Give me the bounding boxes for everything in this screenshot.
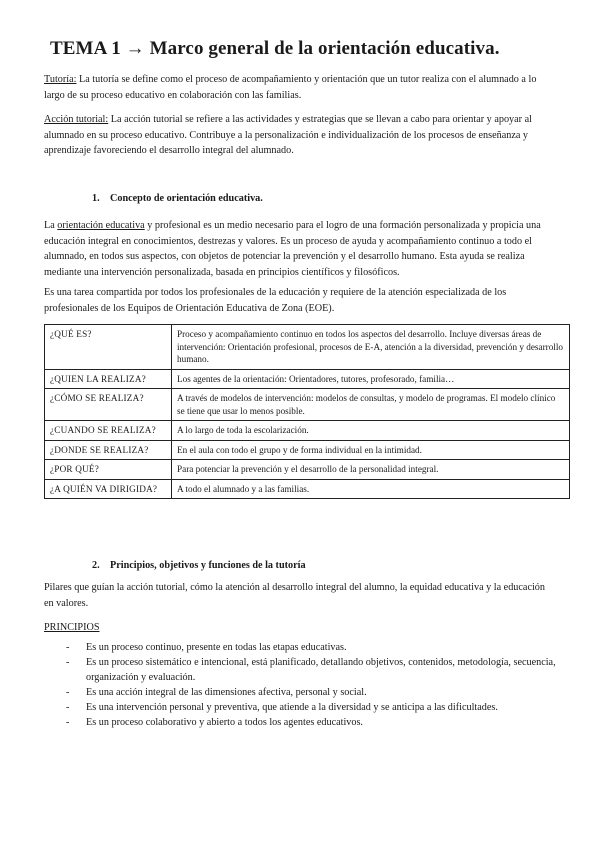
list-item xyxy=(44,685,564,700)
table-question: ¿QUIEN LA REALIZA? xyxy=(45,369,172,389)
pilares-paragraph: Pilares que guían la acción tutorial, cómo la atención al desarrollo integral del alumno, la equidad educativa y la educación en valores. xyxy=(44,582,545,609)
concept-pre: La xyxy=(44,220,58,231)
principios-heading: PRINCIPIOS xyxy=(44,622,100,633)
section-2-title: Principios, objetivos y funciones de la tutoría xyxy=(110,560,306,571)
table-answer: Los agentes de la orientación: Orientadores, tutores, profesorado, familia… xyxy=(172,369,570,389)
shared-paragraph: Es una tarea compartida por todos los profesionales de la educación y requiere de la atención especializada de los profesionales de los Equipos de Orientación Educativa de Zona (EOE). xyxy=(44,287,507,314)
list-dash: - xyxy=(66,657,70,668)
table-answer: En el aula con todo el grupo y de forma individual en la intimidad. xyxy=(172,440,570,460)
table-row xyxy=(45,440,570,460)
list-dash: - xyxy=(66,717,70,728)
concept-term: orientación educativa xyxy=(57,220,145,231)
table-question: ¿A QUIÉN VA DIRIGIDA? xyxy=(45,479,172,499)
list-item xyxy=(44,640,564,655)
accion-text: La acción tutorial se refiere a las actividades y estrategias que se llevan a cabo para orientar y apoyar al alumnado en su proceso educativo. Contribuye a la personalización e individualización de los procesos de enseñanza y aprendizaje favoreciendo el desarrollo integral del alumnado. xyxy=(44,114,532,156)
section-2-number: 2. xyxy=(92,560,100,571)
list-item xyxy=(44,700,564,715)
list-dash: - xyxy=(66,687,70,698)
list-item-text: Es un proceso colaborativo y abierto a todos los agentes educativos. xyxy=(86,717,363,728)
list-item-text: Es un proceso sistemático e intencional, está planificado, detallando objetivos, contenidos, metodología, secuencia, organización y evaluación. xyxy=(86,657,556,683)
table-question: ¿POR QUÉ? xyxy=(45,460,172,480)
table-answer: A lo largo de toda la escolarización. xyxy=(172,421,570,441)
list-item-text: Es un proceso continuo, presente en todas las etapas educativas. xyxy=(86,642,347,653)
section-1-heading xyxy=(92,193,263,204)
section-2-heading xyxy=(92,560,306,571)
concept-text: y profesional es un medio necesario para el logro de una formación personalizada y propicia una educación integral en conocimientos, destrezas y valores. Es un proceso de ayuda y acompañamiento continuo a todo el alumnado, en todos sus aspectos, con objetos de potenciar la prevención y el desarrollo humano. Esta ayuda se realiza mediante una intervención personalizada, basada en principios científicos y filosóficos. xyxy=(44,220,541,278)
concept-table xyxy=(44,324,570,499)
table-row xyxy=(45,421,570,441)
page-title: TEMA 1 → Marco general de la orientación educativa. xyxy=(50,38,500,59)
list-dash: - xyxy=(66,642,70,653)
table-row xyxy=(45,389,570,421)
principios-list xyxy=(44,640,564,730)
table-answer: A todo el alumnado y a las familias. xyxy=(172,479,570,499)
table-question: ¿DONDE SE REALIZA? xyxy=(45,440,172,460)
tutoria-term: Tutoría: xyxy=(44,74,77,85)
tutoria-paragraph xyxy=(44,72,556,103)
table-answer: Proceso y acompañamiento continuo en todos los aspectos del desarrollo. Incluye diversas áreas de intervención: Orientación profesional, procesos de E-A, atención a la diversidad, prevención y desarrollo humano. xyxy=(172,325,570,370)
table-row xyxy=(45,460,570,480)
table-question: ¿CÓMO SE REALIZA? xyxy=(45,389,172,421)
accion-term: Acción tutorial: xyxy=(44,114,109,125)
table-row xyxy=(45,325,570,370)
concept-paragraph xyxy=(44,218,556,280)
table-answer: A través de modelos de intervención: modelos de consultas, y modelo de programas. El modelo clínico se tiene que usar lo menos posible. xyxy=(172,389,570,421)
table-row xyxy=(45,479,570,499)
list-dash: - xyxy=(66,702,70,713)
section-1-title: Concepto de orientación educativa. xyxy=(110,193,263,204)
tutoria-text: La tutoría se define como el proceso de acompañamiento y orientación que un tutor realiza con el alumnado a lo largo de su proceso educativo en colaboración con las familias. xyxy=(44,74,537,101)
table-question: ¿CUANDO SE REALIZA? xyxy=(45,421,172,441)
table-question: ¿QUÉ ES? xyxy=(45,325,172,370)
table-row xyxy=(45,369,570,389)
table-answer: Para potenciar la prevención y el desarrollo de la personalidad integral. xyxy=(172,460,570,480)
list-item-text: Es una acción integral de las dimensiones afectiva, personal y social. xyxy=(86,687,367,698)
section-1-number: 1. xyxy=(92,193,100,204)
list-item xyxy=(44,655,564,685)
list-item-text: Es una intervención personal y preventiva, que atiende a la diversidad y se anticipa a las dificultades. xyxy=(86,702,498,713)
accion-tutorial-paragraph xyxy=(44,112,556,159)
list-item xyxy=(44,715,564,730)
